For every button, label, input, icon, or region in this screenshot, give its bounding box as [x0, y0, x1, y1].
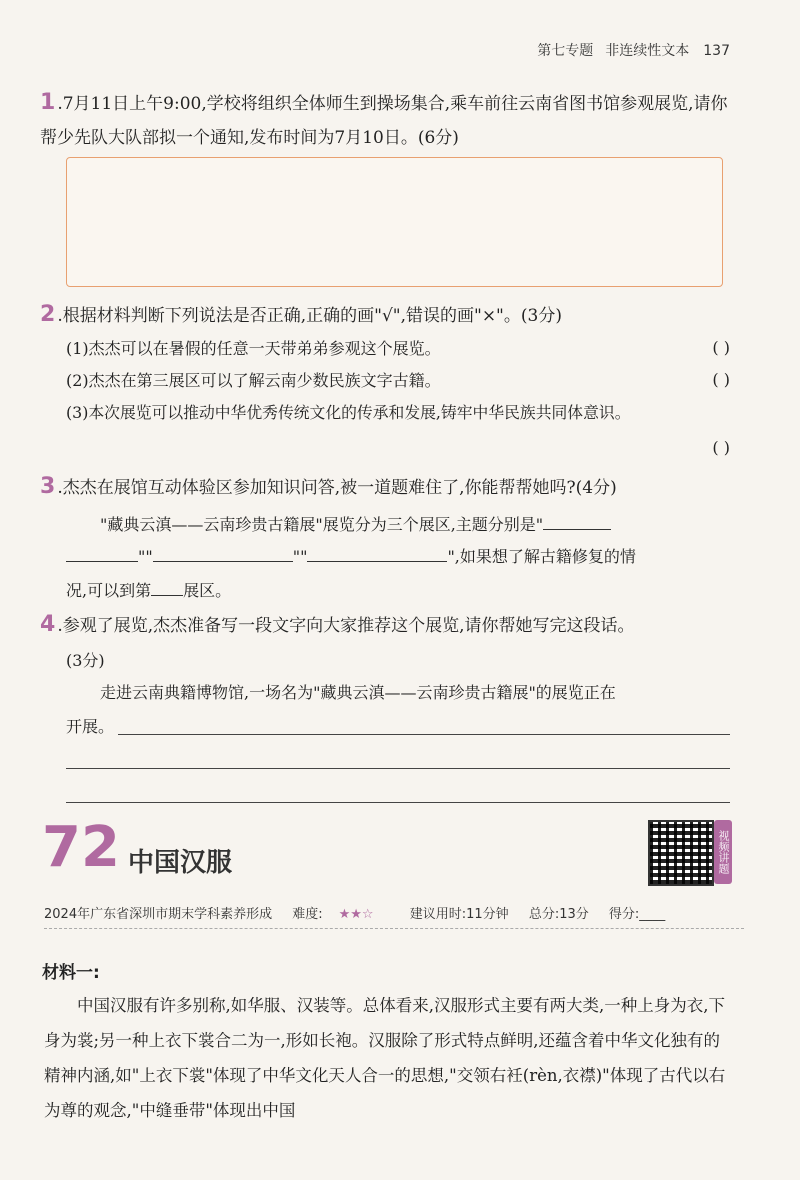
page-header [537, 40, 730, 60]
question-text: .杰杰在展馆互动体验区参加知识问答,被一道题难住了,你能帮帮她吗?(4分) [57, 478, 617, 498]
blank-2[interactable] [153, 543, 293, 562]
writing-line-2[interactable] [66, 768, 730, 769]
question-number: 1 [40, 90, 56, 115]
question-number: 2 [40, 302, 56, 327]
answer-paren-1[interactable]: ( ) [712, 338, 730, 357]
fill-in-paragraph: "藏典云滇——云南珍贵古籍展"展览分为三个展区,主题分别是" [100, 508, 732, 542]
section-number: 72 [42, 815, 120, 880]
question-number: 4 [40, 612, 56, 637]
question-4 [40, 608, 740, 643]
topic-label: 非连续性文本 [605, 43, 690, 59]
video-explain-tag[interactable]: 视频讲题 [714, 820, 732, 884]
question-1 [40, 86, 740, 155]
question-4-score: (3分) [66, 651, 105, 670]
answer-paren-2[interactable]: ( ) [712, 370, 730, 389]
statement-1: (1)杰杰可以在暑假的任意一天带弟弟参观这个展览。 [66, 339, 441, 358]
page-number: 137 [703, 43, 730, 59]
question-text: .7月11日上午9:00,学校将组织全体师生到操场集合,乘车前往云南省图书馆参观展览,请你帮少先队大队部拟一个通知,发布时间为7月10日。(6分) [40, 94, 728, 148]
section-meta [44, 903, 744, 929]
blank-3[interactable] [307, 543, 447, 562]
answer-box[interactable] [66, 157, 723, 287]
question-number: 3 [40, 474, 56, 499]
blank-1[interactable] [543, 511, 611, 530]
question-4-body: 走进云南典籍博物馆,一场名为"藏典云滇——云南珍贵古籍展"的展览正在 [100, 683, 616, 702]
question-3 [40, 470, 740, 505]
source-label: 2024年广东省深圳市期末学科素养形成 [44, 907, 273, 922]
question-4-body-end: 开展。 [66, 717, 115, 736]
fill-in-line-3: 况,可以到第 展区。 [66, 574, 736, 608]
score-field[interactable]: 得分:____ [608, 907, 666, 922]
material-label: 材料一: [42, 963, 100, 983]
fill-in-line-2: "" "" ",如果想了解古籍修复的情 [66, 540, 736, 574]
qr-code-icon[interactable] [648, 820, 714, 886]
blank-1b[interactable] [66, 543, 138, 562]
question-2 [40, 298, 740, 333]
difficulty: 难度: ★★☆ [292, 907, 374, 922]
question-text: .根据材料判断下列说法是否正确,正确的画"√",错误的画"×"。(3分) [57, 306, 562, 326]
section-title: 中国汉服 [128, 848, 233, 878]
suggested-time: 建议用时:11分钟 [409, 907, 509, 922]
total-score: 总分:13分 [528, 907, 589, 922]
chapter-label: 第七专题 [537, 43, 594, 59]
material-paragraph: 中国汉服有许多别称,如华服、汉装等。总体看来,汉服形式主要有两大类,一种上身为衣,下身为裳;另一种上衣下裳合二为一,形如长袍。汉服除了形式特点鲜明,还蕴含着中华文化独有的精神内涵,如"上衣下裳"体现了中华文化天人合一的思想,"交领右衽(rèn,衣襟)"体现了古代以右为尊的观念,"中缝垂带"体现出中国 [44, 996, 726, 1120]
statement-3: (3)本次展览可以推动中华优秀传统文化的传承和发展,铸牢中华民族共同体意识。 [66, 403, 631, 422]
answer-paren-3[interactable]: ( ) [712, 438, 730, 457]
statement-2: (2)杰杰在第三展区可以了解云南少数民族文字古籍。 [66, 371, 441, 390]
writing-line-3[interactable] [66, 802, 730, 803]
blank-4[interactable] [151, 577, 183, 596]
writing-line-1[interactable] [118, 734, 730, 735]
star-rating-icon: ★★☆ [338, 907, 374, 922]
question-text: .参观了展览,杰杰准备写一段文字向大家推荐这个展览,请你帮她写完这段话。 [57, 616, 635, 636]
